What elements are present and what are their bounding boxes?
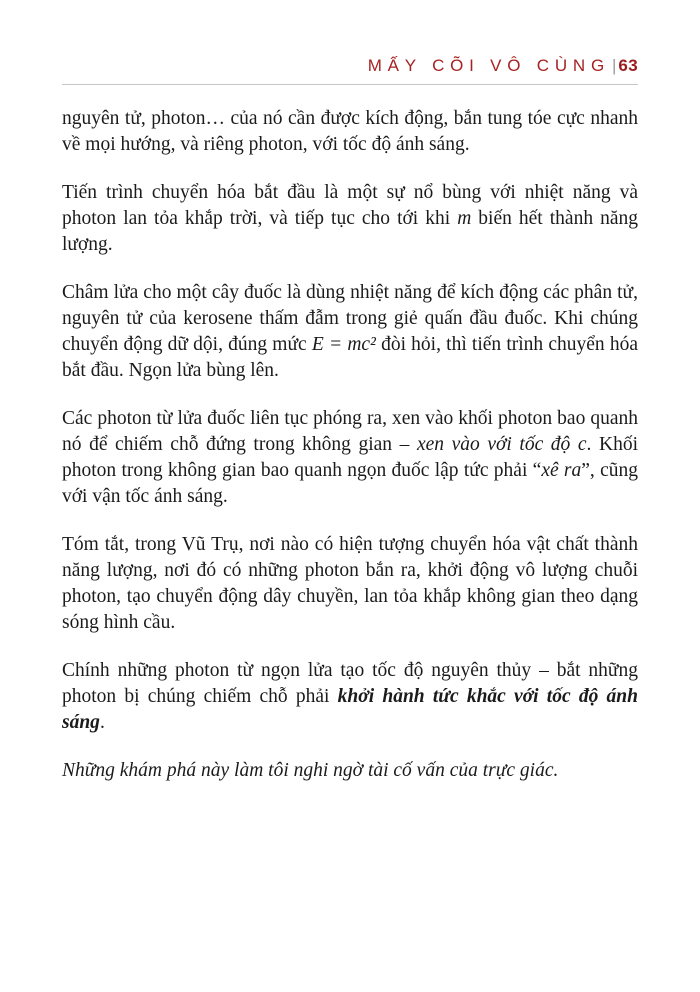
text-segment: . Khối photon trong không gian bao quanh ngọn đuốc lập tức phải “: [62, 434, 638, 481]
text-segment: xê ra: [541, 460, 582, 481]
page-content: [62, 56, 638, 784]
text-segment: E = mc²: [311, 334, 376, 355]
paragraph: [62, 180, 638, 258]
paragraphs: [62, 106, 638, 784]
text-segment: biến hết thành năng lượng.: [62, 208, 638, 255]
text-segment: khởi hành tức khắc với tốc độ ánh sáng: [62, 686, 638, 733]
paragraph: [62, 758, 638, 784]
text-segment: ”, cũng với vận tốc ánh sáng.: [62, 460, 638, 507]
text-segment: nguyên tử, photon… của nó cần được kích động, bắn tung tóe cực nhanh về mọi hướng, và riêng photon, với tốc độ ánh sáng.: [62, 108, 638, 155]
paragraph: [62, 406, 638, 510]
header-rule: [62, 84, 638, 85]
text-segment: đòi hỏi, thì tiến trình chuyển hóa bắt đầu. Ngọn lửa bùng lên.: [62, 334, 638, 381]
running-header: [62, 56, 638, 76]
text-segment: m: [457, 208, 472, 229]
text-segment: Tóm tắt, trong Vũ Trụ, nơi nào có hiện tượng chuyển hóa vật chất thành năng lượng, nơi đó có những photon bắn ra, khởi động vô lượng chuỗi photon, tạo chuyển động dây chuyền, lan tỏa khắp không gian theo dạng sóng hình cầu.: [62, 534, 638, 633]
text-segment: Các photon từ lửa đuốc liên tục phóng ra, xen vào khối photon bao quanh nó để chiếm chỗ đứng trong không gian –: [62, 408, 638, 455]
paragraph: [62, 280, 638, 384]
text-segment: xen vào với tốc độ c: [416, 434, 587, 455]
header-separator: |: [611, 56, 617, 75]
text-segment: Châm lửa cho một cây đuốc là dùng nhiệt năng để kích động các phân tử, nguyên tử của kerosene thấm đẫm trong giẻ quấn đầu đuốc. Khi chúng chuyển động dữ dội, đúng mức: [62, 282, 638, 355]
page-header: [62, 56, 638, 85]
page-number: 63: [618, 56, 638, 75]
text-segment: Chính những photon từ ngọn lửa tạo tốc độ nguyên thủy – bắt những photon bị chúng chiếm chỗ phải: [62, 660, 638, 707]
running-title: MẤY CÕI VÔ CÙNG: [367, 56, 610, 75]
text-segment: .: [99, 712, 105, 733]
paragraph: [62, 532, 638, 636]
paragraph: [62, 106, 638, 158]
text-segment: Tiến trình chuyển hóa bắt đầu là một sự nổ bùng với nhiệt năng và photon lan tỏa khắp trời, và tiếp tục cho tới khi: [62, 182, 638, 229]
page-body: [62, 106, 638, 784]
paragraph: [62, 658, 638, 736]
text-segment: Những khám phá này làm tôi nghi ngờ tài cố vấn của trực giác.: [62, 760, 559, 781]
